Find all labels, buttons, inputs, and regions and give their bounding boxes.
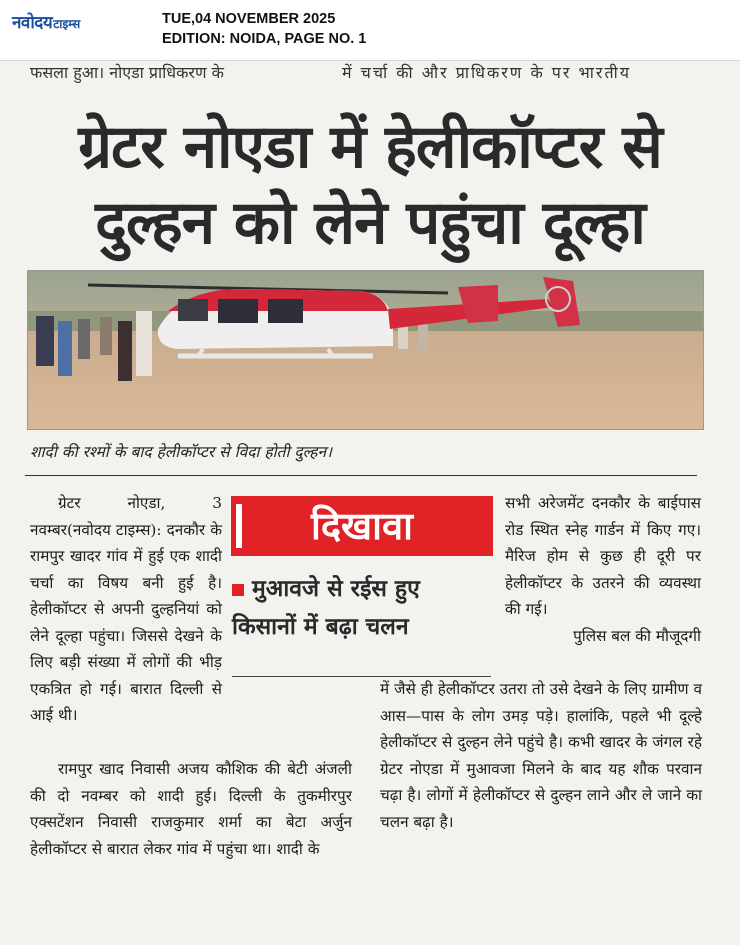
subhead-line-1: मुआवजे से रईस हुए [252, 576, 420, 602]
previous-article-fragment [0, 59, 740, 83]
newspaper-logo[interactable] [12, 10, 80, 32]
subhead-line-2: किसानों में बढ़ा चलन [232, 614, 409, 640]
col3-paragraph-2: पुलिस बल की मौजूदगी [573, 626, 701, 645]
sub-headline [232, 570, 494, 646]
helicopter-illustration [28, 271, 703, 429]
column-left-top [30, 490, 222, 729]
col1-paragraph-1: ग्रेटर नोएडा, 3 नवम्बर(नवोदय टाइम्स): दनकौर के रामपुर खादर गांव में हुई एक शादी चर्चा का विषय बनी हुई है। हेलीकॉप्टर से अपनी दुल्हनियां को लेने दूल्हा पहुंचा। जिससे देखने के लिए बड़ी संख्या में लोगों की भीड़ एकत्रित हो गई। बारात दिल्ली से आई थी। [30, 494, 222, 724]
logo-main-text: नवोदय [12, 13, 53, 33]
column-right-top [505, 490, 701, 649]
headline-line-1: ग्रेटर नोएडा में हेलीकॉप्टर से [78, 112, 662, 182]
bottom-paragraph: में जैसे ही हेलीकॉप्टर उतरा तो उसे देखने के लिए ग्रामीण व आस—पास के लोग उमड़ पड़े। हालांकि, पहले भी दूल्हे हेलीकॉप्टर से दुल्हन लेने पहुंचे है। कभी खादर के जंगल रहे ग्रेटर नोएडा में मुआवजा मिलने के बाद यह शौक परवान चढ़ा है। लोगों में हेलीकॉप्टर से दुल्हन लाने और ले जाने का चलन बढ़ा है। [380, 680, 702, 831]
column-right-bottom [380, 676, 702, 835]
news-photo-helicopter [27, 270, 704, 430]
fragment-left: फसला हुआ। नोएडा प्राधिकरण के [30, 63, 224, 82]
col1-paragraph-2: रामपुर खाद निवासी अजय कौशिक की बेटी अंजली की दो नवम्बर को शादी हुई। दिल्ली के तुकमीरपुर एक्सटेंशन निवासी राजकुमार शर्मा का बेटा अर्जुन हेलीकॉप्टर से बारात लेकर गांव में पहुंचा था। शादी के [30, 760, 352, 858]
edition-line: EDITION: NOIDA, PAGE NO. 1 [162, 31, 367, 47]
photo-caption: शादी की रश्मों के बाद हेलीकॉप्टर से विदा होती दुल्हन। [30, 443, 333, 461]
edition-meta [162, 9, 366, 49]
kicker-label: दिखावा [311, 504, 413, 548]
logo-sub-text: टाइम्स [53, 17, 81, 31]
headline-line-2: दुल्हन को लेने पहुंचा दूल्हा [95, 188, 645, 258]
caption-divider [25, 475, 697, 476]
col3-paragraph-1: सभी अरेजमेंट दनकौर के बाईपास रोड स्थित स्नेह गार्डन में किए गए। मैरिज होम से कुछ ही दूरी पर हेलीकॉप्टर के उतरने की व्यवस्था की गई। [505, 494, 701, 618]
edition-header [0, 0, 740, 61]
red-square-bullet-icon [232, 584, 244, 596]
fragment-right: में चर्चा की और प्राधिकरण के पर भारतीय [342, 63, 632, 82]
column-left-bottom [30, 756, 352, 862]
date-line: TUE,04 NOVEMBER 2025 [162, 11, 336, 27]
